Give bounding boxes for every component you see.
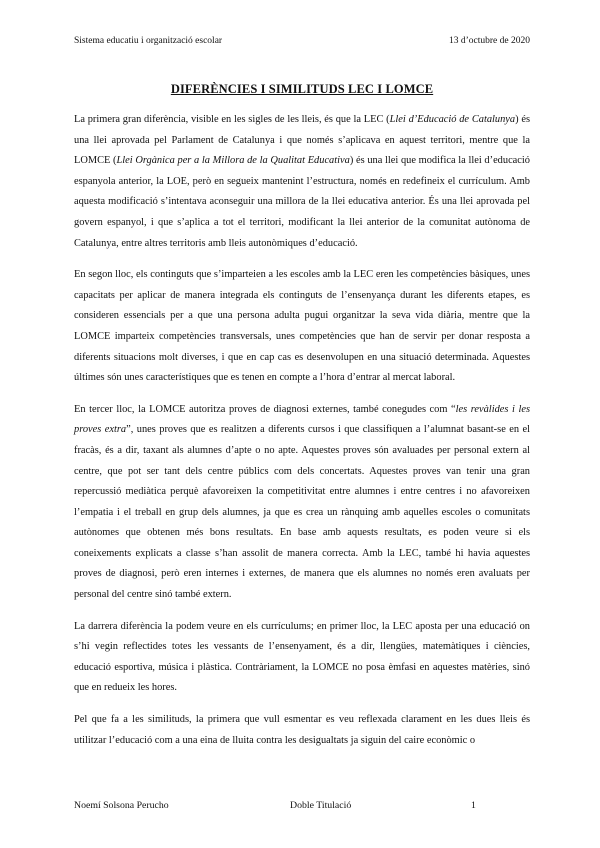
paragraph-3-text-a: En tercer lloc, la LOMCE autoritza proves de diagnosi externes, també conegudes com “ — [74, 403, 456, 415]
document-body — [74, 110, 530, 751]
paragraph-2: En segon lloc, els continguts que s’imparteien a les escoles amb la LEC eren les competències bàsiques, unes capacitats per aplicar de manera integrada els continguts de l’ensenyança durant les diferents etapes, es consideren essencials per a que una persona adulta pugui organitzar la seva vida diària, mentre que la LOMCE imparteix competències transversals, unes competències que han de servir per donar resposta a diferents situacions molt diverses, i que en cap cas es desenvolupen en una situació determinada. Aquestes últimes són unes característiques que es tenen en compte a l’hora d’entrar al mercat laboral. — [74, 269, 530, 384]
paragraph-1-lomce-fullname: Llei Orgànica per a la Millora de la Qualitat Educativa — [116, 155, 350, 167]
page-header — [74, 36, 530, 46]
paragraph-1 — [74, 110, 530, 254]
paragraph-1-text-a: La primera gran diferència, visible en les sigles de les lleis, és que la LEC ( — [74, 114, 390, 125]
paragraph-4: La darrera diferència la podem veure en els currículums; en primer lloc, la LEC aposta per una educació on s’hi vegin reflectides totes les vessants de l’ensenyament, és a dir, llengües, matemàtiques i ciències, educació esportiva, música i plàstica. Contràriament, la LOMCE no posa èmfasi en aquestes matèries, sinó que en redueix les hores. — [74, 620, 530, 694]
header-course-title: Sistema educatiu i organització escolar — [74, 36, 223, 46]
footer-page-number: 1 — [471, 800, 476, 811]
paragraph-1-text-c: ) és una llei aprovada pel Parlament de Catalunya i que només s’aplicava en aquest territori, mentre que la LOMCE ( — [74, 114, 530, 167]
paragraph-3-quote: les revàlides i les proves extra — [74, 403, 530, 436]
paragraph-3-text-c: ”, unes proves que es realitzen a diferents cursos i que classifiquen a l’alumnat basant-se en el fracàs, és a dir, taxant als alumnes d’apte o no apte. Aquestes proves són avaluades per personal extern al centre, que pot ser tant dels centre públics com dels concertats. Aquestes proves van tenir una gran repercussió mediàtica perquè afavoreixen la competitivitat entre alumnes i entre centres i no afavoreixen l’empatia i el treball en grup dels alumnes, ja que es crea un rànquing amb aquelles escoles o comunitats autònomes que obtenen més bons resultats. En base amb aquests resultats, es poden veure si els coneixements explicats a classe s’han assolit de manera correcta. Amb la LEC, també hi havia aquestes proves de diagnosi, però eren internes i externes, de manera que els alumnes no només eren avaluats per personal del centre sinó també extern. — [74, 424, 530, 601]
paragraph-1-text-e: ) és una llei que modifica la llei d’educació espanyola anterior, la LOE, però en segueix mantenint l’estructura, només en redefineix el currículum. Amb aquesta modificació s’intentava aconseguir una millora de la llei educativa anterior. És una llei aprovada pel govern espanyol, i que s’aplica a tot el territori, modificant la llei anterior de la comunitat autònoma de Catalunya, entre altres territoris amb lleis autonòmiques d’educació. — [74, 155, 530, 249]
header-date: 13 d’octubre de 2020 — [449, 36, 530, 46]
footer-author: Noemí Solsona Peruchо — [74, 800, 169, 811]
paragraph-1-lec-fullname: Llei d’Educació de Catalunya — [389, 114, 516, 125]
paragraph-3 — [74, 400, 530, 606]
document-title: DIFERÈNCIES I SIMILITUDS LEC I LOMCE — [170, 82, 434, 96]
paragraph-5: Pel que fa a les similituds, la primera que vull esmentar es veu reflexada clarament en les dues lleis és utilitzar l’educació com a una eina de lluita contra les desigualtats ja siguin del caire econòmic o — [74, 714, 530, 746]
footer-degree: Doble Titulació — [290, 800, 352, 811]
